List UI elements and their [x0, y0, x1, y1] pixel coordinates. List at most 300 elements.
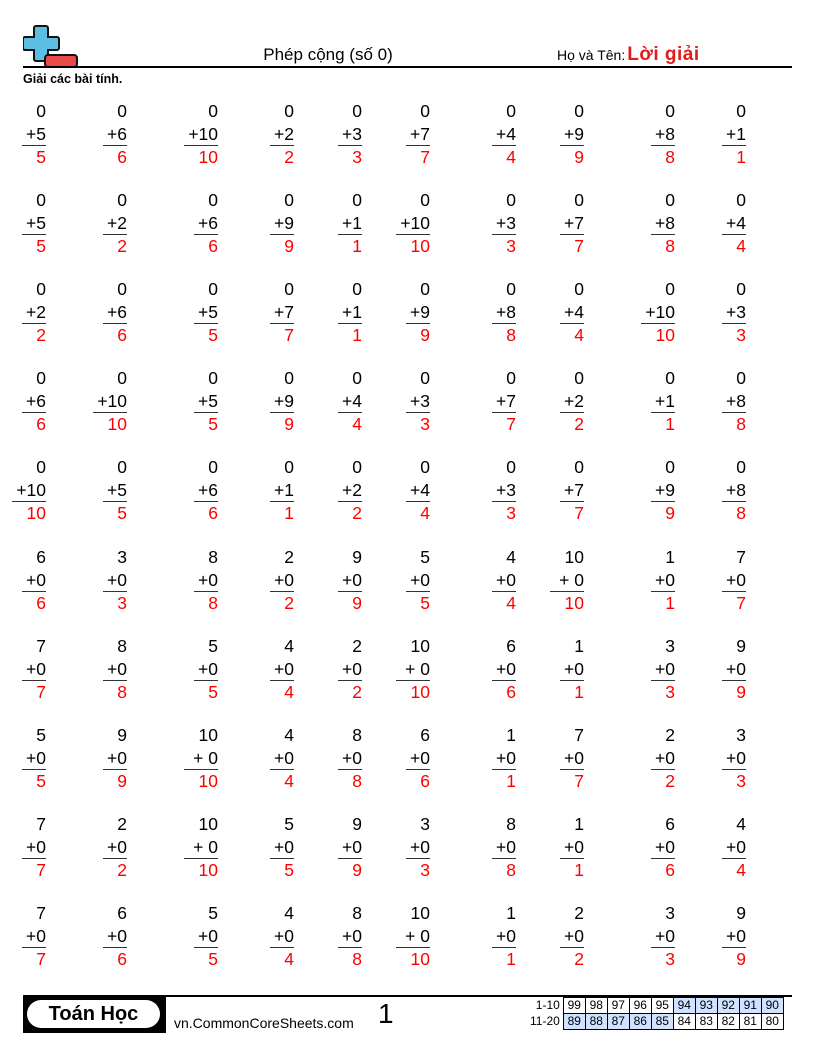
answer: 6: [420, 771, 430, 791]
first-addend: 0: [36, 457, 46, 477]
score-cell: 93: [695, 998, 717, 1014]
first-addend: 0: [665, 190, 675, 210]
second-addend: +0: [270, 569, 294, 593]
first-addend: 0: [506, 101, 516, 121]
first-addend: 0: [574, 101, 584, 121]
second-addend: +0: [722, 569, 746, 593]
first-addend: 1: [506, 903, 516, 923]
answer: 10: [564, 593, 584, 613]
problem: [641, 278, 675, 347]
problem: [560, 367, 584, 436]
first-addend: 8: [352, 725, 362, 745]
second-addend: +6: [22, 390, 46, 414]
second-addend: +5: [22, 212, 46, 236]
first-addend: 0: [284, 457, 294, 477]
answer: 3: [736, 771, 746, 791]
first-addend: 0: [352, 101, 362, 121]
problem: [184, 813, 218, 882]
problem: [722, 367, 746, 436]
first-addend: 0: [352, 279, 362, 299]
problem: [492, 546, 516, 615]
answer: 8: [736, 503, 746, 523]
score-cell: 99: [563, 998, 585, 1014]
answer: 3: [420, 860, 430, 880]
second-addend: + 0: [396, 925, 430, 949]
problem: [722, 724, 746, 793]
second-addend: +0: [103, 569, 127, 593]
first-addend: 8: [117, 636, 127, 656]
problem: [492, 813, 516, 882]
first-addend: 4: [736, 814, 746, 834]
problem: [396, 902, 430, 971]
name-label: Họ và Tên:: [557, 47, 626, 63]
problem: [338, 278, 362, 347]
problem: [492, 902, 516, 971]
second-addend: +0: [103, 747, 127, 771]
problem: [338, 813, 362, 882]
answer: 9: [736, 682, 746, 702]
second-addend: +0: [722, 747, 746, 771]
problem: [406, 546, 430, 615]
second-addend: +9: [270, 390, 294, 414]
first-addend: 8: [506, 814, 516, 834]
answer: 7: [506, 414, 516, 434]
first-addend: 7: [36, 903, 46, 923]
score-cell: 96: [629, 998, 651, 1014]
answer: 8: [736, 414, 746, 434]
second-addend: +8: [722, 479, 746, 503]
problem: [22, 367, 46, 436]
answer: 2: [665, 771, 675, 791]
problem: [492, 367, 516, 436]
first-addend: 6: [506, 636, 516, 656]
second-addend: +7: [560, 212, 584, 236]
first-addend: 0: [36, 368, 46, 388]
first-addend: 3: [420, 814, 430, 834]
second-addend: + 0: [396, 658, 430, 682]
score-table: [528, 997, 784, 1030]
first-addend: 0: [36, 190, 46, 210]
answer: 1: [665, 593, 675, 613]
second-addend: +6: [103, 301, 127, 325]
second-addend: +6: [103, 123, 127, 147]
plus-minus-icon: [23, 24, 79, 68]
problem: [103, 546, 127, 615]
problem: [270, 724, 294, 793]
first-addend: 10: [198, 814, 218, 834]
first-addend: 0: [574, 457, 584, 477]
problem: [22, 278, 46, 347]
problem: [560, 456, 584, 525]
problem: [338, 724, 362, 793]
second-addend: +0: [722, 836, 746, 860]
first-addend: 0: [420, 368, 430, 388]
first-addend: 0: [284, 190, 294, 210]
first-addend: 0: [506, 279, 516, 299]
first-addend: 1: [574, 636, 584, 656]
second-addend: +1: [651, 390, 675, 414]
second-addend: +9: [270, 212, 294, 236]
problem: [406, 724, 430, 793]
first-addend: 2: [665, 725, 675, 745]
answer: 8: [506, 860, 516, 880]
problem: [396, 189, 430, 258]
answer: 1: [352, 236, 362, 256]
second-addend: +0: [560, 658, 584, 682]
problem: [406, 278, 430, 347]
problem: [270, 278, 294, 347]
first-addend: 9: [352, 547, 362, 567]
second-addend: +5: [194, 390, 218, 414]
answer: 3: [506, 236, 516, 256]
score-cell: 97: [607, 998, 629, 1014]
answer: 5: [36, 236, 46, 256]
answer: 6: [117, 325, 127, 345]
answer: 1: [665, 414, 675, 434]
answer: 3: [736, 325, 746, 345]
answer: 2: [574, 949, 584, 969]
first-addend: 0: [574, 190, 584, 210]
second-addend: +3: [492, 479, 516, 503]
second-addend: +5: [194, 301, 218, 325]
answer: 5: [284, 860, 294, 880]
second-addend: +0: [22, 747, 46, 771]
first-addend: 0: [117, 279, 127, 299]
score-cell: 89: [563, 1014, 585, 1030]
first-addend: 7: [574, 725, 584, 745]
second-addend: +0: [194, 569, 218, 593]
answer: 10: [410, 682, 430, 702]
answer: 1: [506, 949, 516, 969]
answer: 9: [736, 949, 746, 969]
second-addend: +8: [651, 212, 675, 236]
answer: 6: [117, 949, 127, 969]
score-cell: 95: [651, 998, 673, 1014]
answer: 5: [117, 503, 127, 523]
answer: 9: [665, 503, 675, 523]
second-addend: +0: [338, 836, 362, 860]
problem: [338, 367, 362, 436]
answer: 3: [665, 949, 675, 969]
second-addend: +0: [492, 925, 516, 949]
second-addend: +0: [194, 658, 218, 682]
answer: 5: [208, 414, 218, 434]
first-addend: 0: [506, 368, 516, 388]
answer: 4: [736, 236, 746, 256]
problem: [560, 724, 584, 793]
problem: [270, 100, 294, 169]
score-cell: 81: [739, 1014, 761, 1030]
second-addend: +10: [93, 390, 127, 414]
second-addend: + 0: [550, 569, 584, 593]
answer: 2: [284, 593, 294, 613]
second-addend: +0: [560, 836, 584, 860]
answer: 7: [36, 860, 46, 880]
second-addend: +7: [406, 123, 430, 147]
second-addend: +0: [270, 658, 294, 682]
answer: 1: [352, 325, 362, 345]
problem: [22, 546, 46, 615]
first-addend: 0: [420, 101, 430, 121]
name-value: Lời giải: [627, 44, 700, 65]
problem: [651, 546, 675, 615]
second-addend: +0: [406, 836, 430, 860]
problem: [406, 456, 430, 525]
answer: 10: [655, 325, 675, 345]
second-addend: +5: [22, 123, 46, 147]
score-cell: 84: [673, 1014, 695, 1030]
second-addend: +0: [270, 925, 294, 949]
second-addend: +1: [722, 123, 746, 147]
answer: 2: [284, 147, 294, 167]
answer: 2: [352, 503, 362, 523]
problem: [722, 189, 746, 258]
worksheet-title: Phép cộng (số 0): [263, 45, 393, 64]
first-addend: 6: [117, 903, 127, 923]
problem: [194, 278, 218, 347]
problem: [492, 724, 516, 793]
second-addend: +7: [270, 301, 294, 325]
first-addend: 0: [284, 368, 294, 388]
answer: 7: [284, 325, 294, 345]
first-addend: 9: [736, 636, 746, 656]
second-addend: +0: [22, 925, 46, 949]
problem: [560, 100, 584, 169]
first-addend: 9: [352, 814, 362, 834]
second-addend: +0: [270, 836, 294, 860]
score-cell: 92: [717, 998, 739, 1014]
answer: 7: [36, 949, 46, 969]
problem: [338, 100, 362, 169]
first-addend: 0: [284, 279, 294, 299]
answer: 4: [284, 682, 294, 702]
score-cell: 86: [629, 1014, 651, 1030]
answer: 3: [352, 147, 362, 167]
answer: 7: [574, 503, 584, 523]
first-addend: 7: [36, 814, 46, 834]
second-addend: +7: [492, 390, 516, 414]
second-addend: +0: [492, 569, 516, 593]
second-addend: +3: [406, 390, 430, 414]
second-addend: +6: [194, 479, 218, 503]
score-cell: 91: [739, 998, 761, 1014]
second-addend: +2: [22, 301, 46, 325]
problem: [22, 635, 46, 704]
first-addend: 3: [665, 903, 675, 923]
first-addend: 0: [736, 368, 746, 388]
score-cell: 83: [695, 1014, 717, 1030]
second-addend: +0: [338, 569, 362, 593]
second-addend: +4: [722, 212, 746, 236]
problem: [406, 367, 430, 436]
answer: 4: [284, 771, 294, 791]
problem: [194, 546, 218, 615]
second-addend: +0: [651, 747, 675, 771]
first-addend: 0: [420, 190, 430, 210]
first-addend: 3: [117, 547, 127, 567]
answer: 7: [36, 682, 46, 702]
first-addend: 0: [117, 368, 127, 388]
first-addend: 0: [665, 457, 675, 477]
score-cell: 90: [761, 998, 783, 1014]
answer: 2: [574, 414, 584, 434]
problem: [651, 456, 675, 525]
second-addend: +0: [103, 836, 127, 860]
first-addend: 0: [352, 457, 362, 477]
answer: 1: [736, 147, 746, 167]
first-addend: 3: [665, 636, 675, 656]
first-addend: 4: [284, 636, 294, 656]
second-addend: +8: [492, 301, 516, 325]
answer: 6: [208, 503, 218, 523]
first-addend: 7: [36, 636, 46, 656]
problem: [651, 367, 675, 436]
answer: 5: [208, 325, 218, 345]
answer: 4: [284, 949, 294, 969]
problem: [194, 902, 218, 971]
score-cell: 85: [651, 1014, 673, 1030]
score-row-label: 1-10: [535, 998, 560, 1012]
first-addend: 9: [117, 725, 127, 745]
second-addend: +0: [560, 747, 584, 771]
first-addend: 0: [352, 368, 362, 388]
first-addend: 0: [284, 101, 294, 121]
problem: [184, 100, 218, 169]
second-addend: +10: [184, 123, 218, 147]
problem: [22, 902, 46, 971]
brand-logo: [23, 997, 166, 1033]
first-addend: 2: [284, 547, 294, 567]
answer: 8: [665, 236, 675, 256]
first-addend: 5: [36, 725, 46, 745]
answer: 6: [665, 860, 675, 880]
problem: [338, 546, 362, 615]
first-addend: 10: [198, 725, 218, 745]
first-addend: 0: [420, 279, 430, 299]
second-addend: +1: [338, 301, 362, 325]
answer: 10: [410, 236, 430, 256]
first-addend: 4: [506, 547, 516, 567]
second-addend: + 0: [184, 836, 218, 860]
second-addend: +1: [338, 212, 362, 236]
second-addend: +0: [103, 658, 127, 682]
answer: 6: [506, 682, 516, 702]
problem: [270, 813, 294, 882]
problem: [722, 813, 746, 882]
second-addend: +2: [103, 212, 127, 236]
problem: [722, 635, 746, 704]
answer: 8: [506, 325, 516, 345]
first-addend: 0: [506, 457, 516, 477]
first-addend: 10: [564, 547, 584, 567]
problem: [550, 546, 584, 615]
problem: [103, 100, 127, 169]
first-addend: 0: [36, 101, 46, 121]
problem: [722, 902, 746, 971]
answer: 4: [420, 503, 430, 523]
first-addend: 0: [208, 279, 218, 299]
problem: [22, 100, 46, 169]
problem: [270, 367, 294, 436]
score-row-label: 11-20: [530, 1014, 560, 1028]
first-addend: 0: [736, 101, 746, 121]
answer: 1: [574, 860, 584, 880]
answer: 7: [574, 771, 584, 791]
answer: 7: [574, 236, 584, 256]
problem: [396, 635, 430, 704]
first-addend: 5: [208, 636, 218, 656]
problem: [270, 635, 294, 704]
score-cell: 88: [585, 1014, 607, 1030]
answer: 2: [36, 325, 46, 345]
answer: 1: [284, 503, 294, 523]
second-addend: +0: [406, 569, 430, 593]
brand-label: Toán Học: [27, 1000, 160, 1028]
answer: 8: [665, 147, 675, 167]
answer: 9: [284, 414, 294, 434]
first-addend: 0: [208, 101, 218, 121]
second-addend: +9: [560, 123, 584, 147]
answer: 7: [420, 147, 430, 167]
problem: [270, 546, 294, 615]
first-addend: 9: [736, 903, 746, 923]
problem: [194, 456, 218, 525]
page-number: 1: [378, 998, 394, 1029]
first-addend: 0: [736, 279, 746, 299]
second-addend: +8: [651, 123, 675, 147]
first-addend: 0: [117, 457, 127, 477]
second-addend: +0: [22, 658, 46, 682]
second-addend: +1: [270, 479, 294, 503]
second-addend: +0: [651, 658, 675, 682]
second-addend: +4: [560, 301, 584, 325]
second-addend: +0: [22, 836, 46, 860]
second-addend: +0: [651, 569, 675, 593]
second-addend: +10: [396, 212, 430, 236]
first-addend: 3: [736, 725, 746, 745]
second-addend: +0: [492, 658, 516, 682]
answer: 10: [26, 503, 46, 523]
second-addend: +2: [338, 479, 362, 503]
answer: 4: [574, 325, 584, 345]
answer: 10: [198, 147, 218, 167]
problem: [338, 902, 362, 971]
answer: 6: [117, 147, 127, 167]
answer: 9: [117, 771, 127, 791]
second-addend: + 0: [184, 747, 218, 771]
first-addend: 0: [117, 190, 127, 210]
second-addend: +0: [722, 925, 746, 949]
second-addend: +2: [270, 123, 294, 147]
second-addend: +0: [651, 836, 675, 860]
second-addend: +0: [722, 658, 746, 682]
problem: [651, 724, 675, 793]
first-addend: 0: [352, 190, 362, 210]
score-row: [528, 1014, 783, 1030]
second-addend: +10: [641, 301, 675, 325]
second-addend: +9: [406, 301, 430, 325]
problem: [270, 189, 294, 258]
first-addend: 6: [420, 725, 430, 745]
answer: 4: [736, 860, 746, 880]
answer: 4: [352, 414, 362, 434]
problem: [22, 724, 46, 793]
second-addend: +0: [338, 925, 362, 949]
first-addend: 6: [36, 547, 46, 567]
answer: 3: [420, 414, 430, 434]
answer: 6: [36, 414, 46, 434]
answer: 8: [352, 949, 362, 969]
